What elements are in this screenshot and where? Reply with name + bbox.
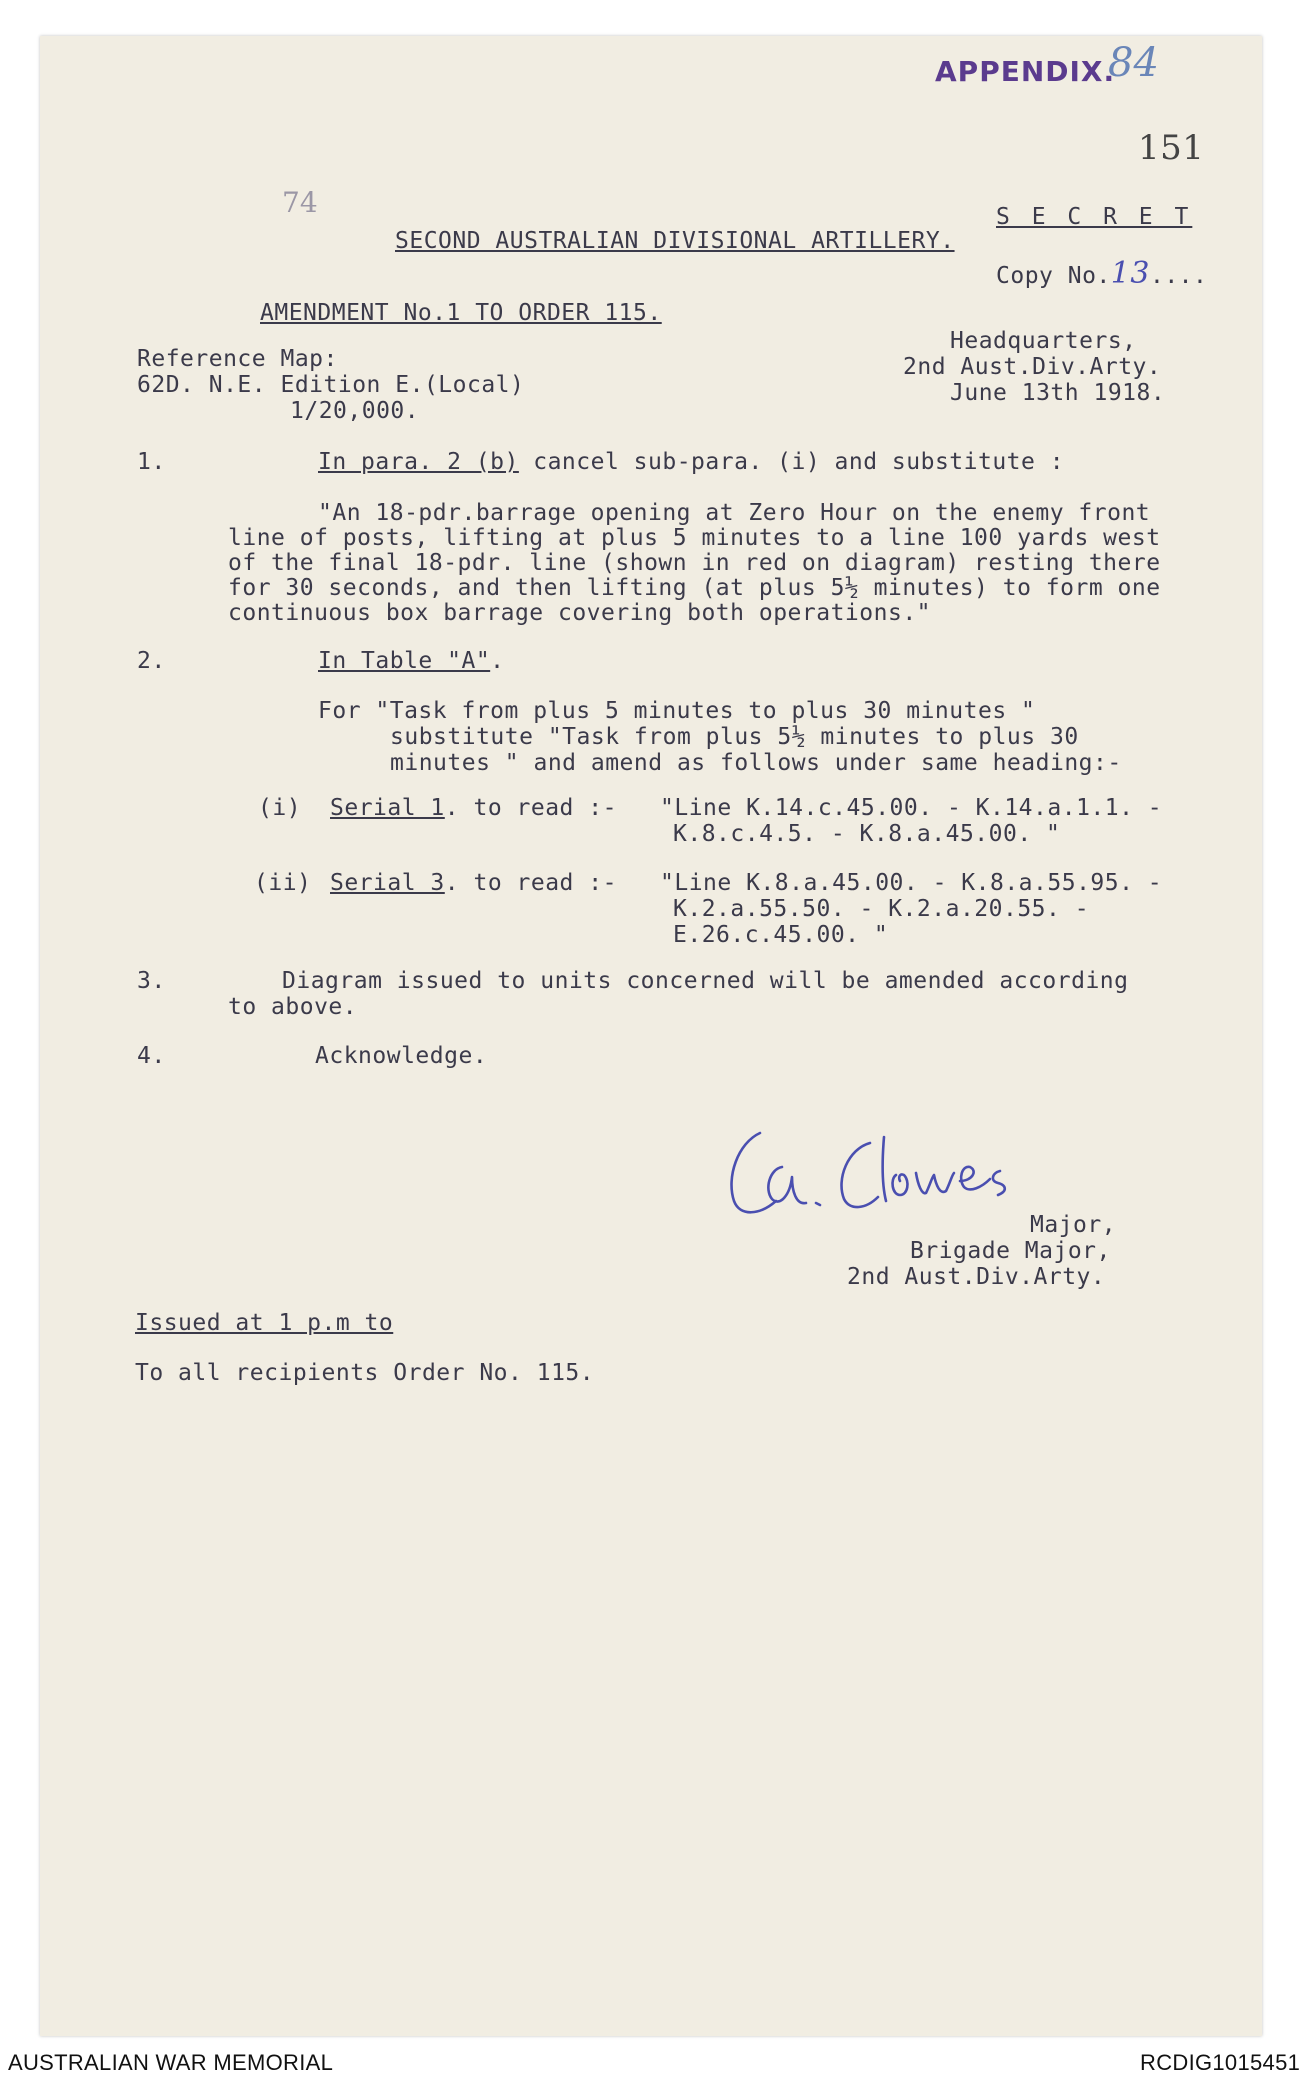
serial-3-suffix: . to read :- (444, 870, 617, 896)
footer-source: AUSTRALIAN WAR MEMORIAL (8, 2050, 334, 2075)
para2-heading: In Table "A" (318, 648, 491, 674)
para1-heading-line (318, 449, 1064, 475)
signature-unit: 2nd Aust.Div.Arty. (847, 1264, 1106, 1290)
recipients-line: To all recipients Order No. 115. (135, 1360, 595, 1386)
para1-heading: In para. 2 (b) (318, 449, 519, 475)
address-line-1: Headquarters, (950, 328, 1137, 354)
para2-line-3: minutes " and amend as follows under same heading:- (390, 750, 1122, 776)
serial-3-line-1: "Line K.8.a.45.00. - K.8.a.55.95. - (660, 870, 1163, 896)
reference-line-1: Reference Map: (137, 346, 338, 372)
serial-3-label-line (330, 870, 617, 896)
para2-heading-end: . (490, 648, 505, 674)
copy-dots: .... (1149, 263, 1208, 289)
para2-number: 2. (137, 648, 166, 674)
footer-reference-id: RCDIG1015451 (1140, 2050, 1301, 2075)
page-number: 151 (1138, 128, 1205, 168)
para1-line-4: for 30 seconds, and then lifting (at plus 5½ minutes) to form one (228, 575, 1161, 601)
corner-note: 74 (282, 186, 318, 219)
para2-heading-line (318, 648, 505, 674)
serial-1-numeral: (i) (258, 795, 302, 821)
para1-heading-rest: cancel sub-para. (i) and substitute : (518, 449, 1065, 475)
serial-1-label: Serial 1 (330, 795, 445, 821)
copy-number-line (996, 256, 1207, 291)
para1-line-1: "An 18-pdr.barrage opening at Zero Hour on the enemy front (318, 500, 1151, 526)
serial-1-line-1: "Line K.14.c.45.00. - K.14.a.1.1. - (660, 795, 1163, 821)
para3-line-2: to above. (228, 994, 358, 1020)
reference-line-2: 62D. N.E. Edition E.(Local) (137, 372, 525, 398)
serial-3-numeral: (ii) (254, 870, 312, 896)
signature-scrawl (720, 1115, 1050, 1230)
address-line-2: 2nd Aust.Div.Arty. (903, 354, 1162, 380)
issued-line: Issued at 1 p.m to (135, 1310, 394, 1336)
para3-line-1: Diagram issued to units concerned will be amended according (282, 968, 1129, 994)
serial-3-line-2: K.2.a.55.50. - K.2.a.20.55. - (673, 896, 1090, 922)
para4-number: 4. (137, 1043, 166, 1069)
copy-label: Copy No. (996, 263, 1111, 289)
appendix-stamp: APPENDIX. (935, 55, 1116, 88)
amendment-title: AMENDMENT No.1 TO ORDER 115. (260, 300, 662, 326)
para4-text: Acknowledge. (315, 1043, 488, 1069)
reference-line-3: 1/20,000. (290, 398, 420, 424)
para2-line-2: substitute "Task from plus 5½ minutes to plus 30 (390, 724, 1079, 750)
para2-line-1: For "Task from plus 5 minutes to plus 30 minutes " (318, 698, 1036, 724)
serial-3-label: Serial 3 (330, 870, 445, 896)
serial-1-label-line (330, 795, 617, 821)
signature-rank: Major, (1030, 1212, 1117, 1238)
unit-title: SECOND AUSTRALIAN DIVISIONAL ARTILLERY. (395, 228, 955, 254)
address-line-3: June 13th 1918. (950, 380, 1166, 406)
para1-line-5: continuous box barrage covering both operations." (228, 600, 932, 626)
classification: S E C R E T (996, 204, 1193, 230)
para1-line-3: of the final 18-pdr. line (shown in red on diagram) resting there (228, 550, 1161, 576)
copy-number: 13 (1110, 256, 1150, 291)
serial-1-suffix: . to read :- (444, 795, 617, 821)
serial-1-line-2: K.8.c.4.5. - K.8.a.45.00. " (673, 821, 1061, 847)
signature-position: Brigade Major, (910, 1238, 1111, 1264)
para1-line-2: line of posts, lifting at plus 5 minutes to a line 100 yards west (228, 525, 1161, 551)
para1-number: 1. (137, 449, 166, 475)
appendix-number: 84 (1108, 40, 1159, 86)
para3-number: 3. (137, 968, 166, 994)
serial-3-line-3: E.26.c.45.00. " (673, 922, 889, 948)
